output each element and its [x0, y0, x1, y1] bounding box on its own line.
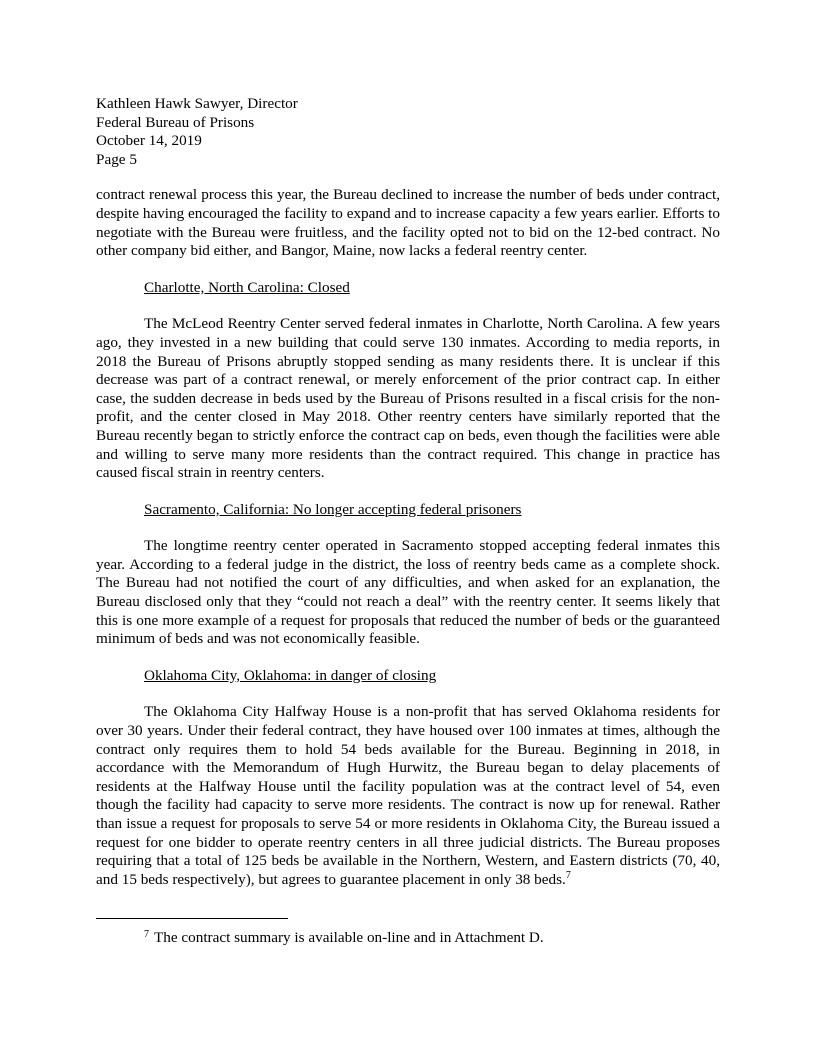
footnote	[144, 926, 544, 947]
paragraph-charlotte: The McLeod Reentry Center served federal inmates in Charlotte, North Carolina. A few years ago, they invested in a new building that could serve 130 inmates. According to media reports, in 2018 the Bureau of Prisons abruptly stopped sending as many residents there. It is unclear if this decrease was part of a contract renewal, or merely enforcement of the prior contract cap. In either case, the sudden decrease in beds used by the Bureau of Prisons resulted in a fiscal crisis for the non-profit, and the center closed in May 2018. Other reentry centers have similarly reported that the Bureau recently began to strictly enforce the contract cap on beds, even though the facilities were able and willing to serve many more residents than the contract required. This change in practice has caused fiscal strain in reentry centers.	[96, 315, 720, 482]
intro-paragraph: contract renewal process this year, the Bureau declined to increase the number of beds under contract, despite having encouraged the facility to expand and to increase capacity a few years earlier. Efforts to negotiate with the Bureau were fruitless, and the facility opted not to bid on the 12-bed contract. No other company bid either, and Bangor, Maine, now lacks a federal reentry center.	[96, 186, 720, 260]
section-heading-oklahoma-text: Oklahoma City, Oklahoma: in danger of closing	[144, 666, 437, 684]
footnote-text: The contract summary is available on-line and in Attachment D.	[154, 929, 544, 946]
section-heading-charlotte	[144, 279, 720, 298]
footnote-separator	[96, 918, 288, 919]
recipient-name: Kathleen Hawk Sawyer, Director	[96, 95, 298, 112]
section-heading-sacramento-text: Sacramento, California: No longer accepting federal prisoners	[144, 500, 522, 518]
page-number: Page 5	[96, 150, 137, 168]
paragraph-sacramento: The longtime reentry center operated in Sacramento stopped accepting federal inmates this year. According to a federal judge in the district, the loss of reentry beds came as a complete shock. The Bureau had not notified the court of any difficulties, and when asked for an explanation, the Bureau disclosed only that they “could not reach a deal” with the reentry center. It seems likely that this is one more example of a request for proposals that reduced the number of beds or the guaranteed minimum of beds and was not economically feasible.	[96, 537, 720, 648]
section-heading-sacramento	[144, 501, 720, 520]
footnote-number: 7	[144, 929, 149, 940]
section-heading-oklahoma	[144, 667, 720, 686]
recipient-agency: Federal Bureau of Prisons	[96, 113, 255, 131]
paragraph-oklahoma	[96, 703, 720, 889]
paragraph-oklahoma-text: The Oklahoma City Halfway House is a non-profit that has served Oklahoma residents for over 30 years. Under their federal contract, they have housed over 100 inmates at times, although the contract only requires them to hold 54 beds available for the Bureau. Beginning in 2018, in accordance with the Memorandum of Hugh Hurwitz, the Bureau began to delay placements of residents at the Halfway House until the facility population was at the contract level of 54, even though the facility had capacity to serve more residents. The contract is now up for renewal. Rather than issue a request for proposals to serve 54 or more residents in Oklahoma City, the Bureau issued a request for one bidder to operate reentry centers in all three judicial districts. The Bureau proposes requiring that a total of 125 beds be available in the Northern, Western, and Eastern districts (70, 40, and 15 beds respectively), but agrees to guarantee placement in only 38 beds.	[96, 703, 720, 888]
footnote-reference[interactable]: 7	[565, 869, 571, 881]
letterhead	[96, 95, 720, 169]
section-heading-charlotte-text: Charlotte, North Carolina: Closed	[144, 278, 350, 296]
letter-date: October 14, 2019	[96, 132, 202, 150]
letter-page	[96, 95, 720, 907]
